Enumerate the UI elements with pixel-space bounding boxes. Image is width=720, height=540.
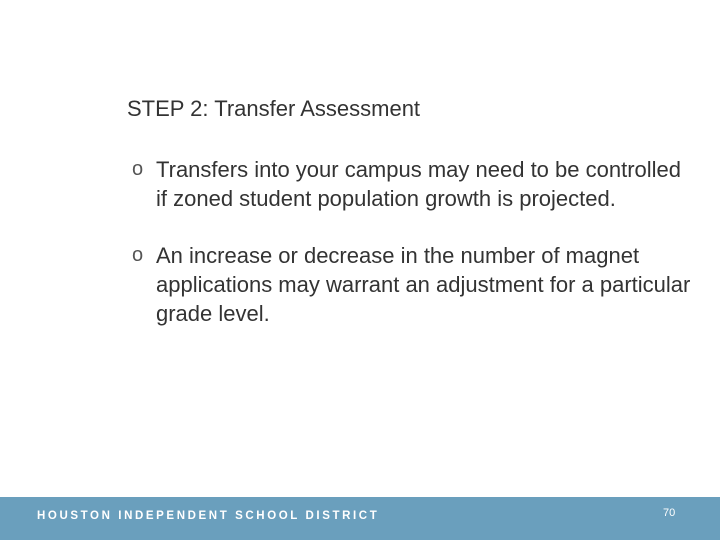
page-number: 70 [663,507,676,519]
bullet-item [132,241,692,328]
bullet-marker: o [132,244,144,266]
bullet-list [132,155,692,328]
slide-heading: STEP 2: Transfer Assessment [127,96,421,121]
bullet-item [132,155,692,213]
bullet-text: An increase or decrease in the number of magnet applications may warrant an adjustment for a particular grade level. [156,243,691,326]
footer-organization: HOUSTON INDEPENDENT SCHOOL DISTRICT [37,510,380,522]
bullet-marker: o [132,158,144,180]
footer-bar [0,497,720,540]
bullet-text: Transfers into your campus may need to be controlled if zoned student population growth is projected. [156,157,682,211]
